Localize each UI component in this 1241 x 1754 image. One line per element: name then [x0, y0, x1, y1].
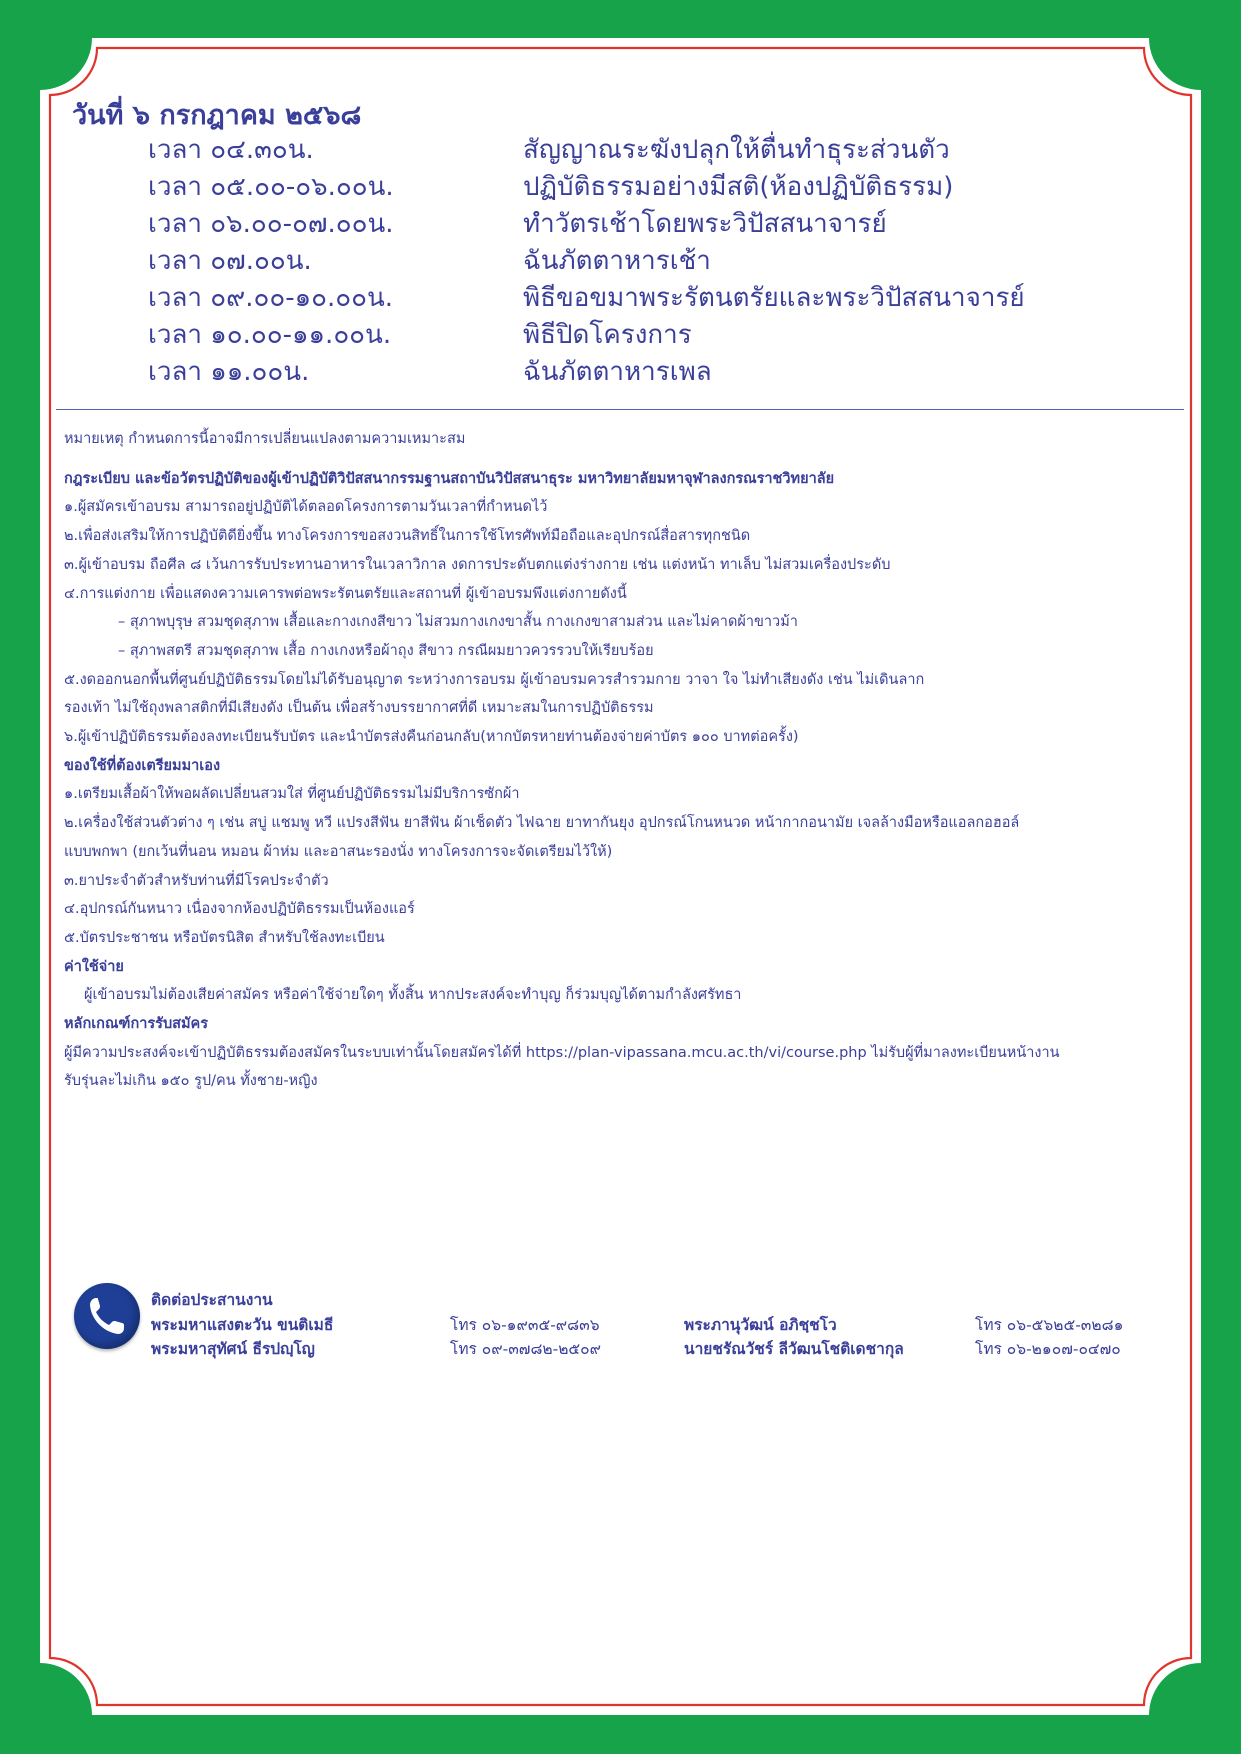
contact-row: [0, 1313, 1241, 1337]
schedule-row: [0, 280, 1241, 317]
remark-note: หมายเหตุ กำหนดการนี้อาจมีการเปลี่ยนแปลงตามความเหมาะสม: [64, 431, 466, 447]
rule-item: ๓.ผู้เข้าอบรม ถือศีล ๘ เว้นการรับประทานอาหารในเวลาวิกาล งดการประดับตกแต่งร่างกาย เช่น แต่งหน้า ทาเล็บ ไม่สวมเครื่องประดับ: [64, 556, 891, 573]
schedule-activity: พิธีขอขมาพระรัตนตรัยและพระวิปัสสนาจารย์: [523, 283, 1025, 313]
schedule-row: [0, 132, 1241, 169]
schedule-activity: ปฏิบัติธรรมอย่างมีสติ(ห้องปฏิบัติธรรม): [523, 172, 954, 202]
contact-phone: โทร ๐๙-๓๗๘๒-๒๕๐๙: [450, 1340, 601, 1358]
schedule-activity: สัญญาณระฆังปลุกให้ตื่นทำธุระส่วนตัว: [523, 135, 950, 165]
contact-name: พระภานุวัฒน์ อภิชฺชโว: [684, 1316, 837, 1334]
cost-heading: ค่าใช้จ่าย: [64, 958, 124, 975]
rules-section: [64, 425, 1174, 1096]
schedule-activity: พิธีปิดโครงการ: [523, 320, 692, 350]
page-title: วันที่ ๖ กรกฎาคม ๒๕๖๘: [72, 100, 362, 131]
rule-item: ๕.งดออกนอกพื้นที่ศูนย์ปฏิบัติธรรมโดยไม่ได้รับอนุญาต ระหว่างการอบรม ผู้เข้าอบรมควรสำรวมกาย วาจา ใจ ไม่ทำเสียงดัง เช่น ไม่เดินลาก: [64, 671, 925, 688]
schedule-list: [0, 132, 1241, 391]
schedule-row: [0, 243, 1241, 280]
schedule-row: [0, 317, 1241, 354]
contact-name: พระมหาสุทัศน์ ธีรปญฺโญ: [151, 1340, 315, 1358]
schedule-time: เวลา ๐๙.๐๐-๑๐.๐๐น.: [148, 283, 393, 313]
rule-item: ๖.ผู้เข้าปฏิบัติธรรมต้องลงทะเบียนรับบัตร และนำบัตรส่งคืนก่อนกลับ(หากบัตรหายท่านต้องจ่ายค่าบัตร ๑๐๐ บาทต่อครั้ง): [64, 729, 799, 746]
contact-phone: โทร ๐๖-๑๙๓๕-๙๘๓๖: [450, 1316, 600, 1334]
item-entry-continued: แบบพกพา (ยกเว้นที่นอน หมอน ผ้าห่ม และอาสนะรองนั่ง ทางโครงการจะจัดเตรียมไว้ให้): [64, 843, 613, 860]
schedule-time: เวลา ๑๑.๐๐น.: [148, 357, 310, 387]
apply-heading: หลักเกณฑ์การรับสมัคร: [64, 1016, 209, 1033]
item-entry: ๑.เตรียมเสื้อผ้าให้พอผลัดเปลี่ยนสวมใส่ ที่ศูนย์ปฏิบัติธรรมไม่มีบริการซักผ้า: [64, 786, 520, 803]
items-heading: ของใช้ที่ต้องเตรียมมาเอง: [64, 757, 221, 774]
apply-text: ผู้มีความประสงค์จะเข้าปฏิบัติธรรมต้องสมัครในระบบเท่านั้นโดยสมัครได้ที่ https://plan-vipassana.mcu.ac.th/vi/course.php ไม่รับผู้ที่มาลงทะเบียนหน้างาน: [64, 1044, 1060, 1061]
contact-phone: โทร ๐๖-๒๑๐๗-๐๔๗๐: [975, 1340, 1121, 1358]
rule-item-continued: รองเท้า ไม่ใช้ถุงพลาสติกที่มีเสียงดัง เป็นต้น เพื่อสร้างบรรยากาศที่ดี เหมาะสมในการปฏิบัติธรรม: [64, 700, 654, 717]
contact-list: [0, 1313, 1241, 1361]
schedule-time: เวลา ๐๔.๓๐น.: [148, 135, 314, 165]
dress-code-female: – สุภาพสตรี สวมชุดสุภาพ เสื้อ กางเกงหรือผ้าถุง สีขาว กรณีผมยาวควรรวบให้เรียบร้อย: [118, 642, 654, 659]
dress-code-male: – สุภาพบุรุษ สวมชุดสุภาพ เสื้อและกางเกงสีขาว ไม่สวมกางเกงขาสั้น กางเกงขาสามส่วน และไม่คาดผ้าขาวม้า: [118, 614, 798, 631]
schedule-row: [0, 169, 1241, 206]
item-entry: ๓.ยาประจำตัวสำหรับท่านที่มีโรคประจำตัว: [64, 872, 329, 889]
item-entry: ๒.เครื่องใช้ส่วนตัวต่าง ๆ เช่น สบู่ แชมพู หวี แปรงสีฟัน ยาสีฟัน ผ้าเช็ดตัว ไฟฉาย ยาทากันยุง อุปกรณ์โกนหนวด หน้ากากอนามัย เจลล้างมือหรือแอลกอฮอล์: [64, 815, 1020, 832]
contact-heading: ติดต่อประสานงาน: [151, 1291, 273, 1309]
contact-name: นายชรัณวัชร์ ลีวัฒนโชติเดชากุล: [684, 1340, 904, 1358]
cost-text: ผู้เข้าอบรมไม่ต้องเสียค่าสมัคร หรือค่าใช้จ่ายใดๆ ทั้งสิ้น หากประสงค์จะทำบุญ ก็ร่วมบุญได้ตามกำลังศรัทธา: [84, 987, 742, 1004]
rules-heading: กฎระเบียบ และข้อวัตรปฏิบัติของผู้เข้าปฏิบัติวิปัสสนากรรมฐานสถาบันวิปัสสนาธุระ มหาวิทยาลัยมหาจุฬาลงกรณราชวิทยาลัย: [64, 470, 835, 487]
rule-item: ๑.ผู้สมัครเข้าอบรม สามารถอยู่ปฏิบัติได้ตลอดโครงการตามวันเวลาที่กำหนดไว้: [64, 499, 548, 516]
schedule-time: เวลา ๐๗.๐๐น.: [148, 246, 312, 276]
schedule-row: [0, 354, 1241, 391]
schedule-activity: ฉันภัตตาหารเช้า: [523, 246, 711, 276]
item-entry: ๔.อุปกรณ์กันหนาว เนื่องจากห้องปฏิบัติธรรมเป็นห้องแอร์: [64, 901, 415, 918]
section-divider: [56, 409, 1184, 410]
schedule-time: เวลา ๐๖.๐๐-๐๗.๐๐น.: [148, 209, 394, 239]
apply-text-continued: รับรุ่นละไม่เกิน ๑๕๐ รูป/คน ทั้งชาย-หญิง: [64, 1073, 318, 1090]
schedule-row: [0, 206, 1241, 243]
schedule-activity: ทำวัตรเช้าโดยพระวิปัสสนาจารย์: [523, 209, 887, 239]
schedule-time: เวลา ๐๕.๐๐-๐๖.๐๐น.: [148, 172, 394, 202]
schedule-activity: ฉันภัตตาหารเพล: [523, 357, 712, 387]
contact-phone: โทร ๐๖-๕๖๒๕-๓๒๘๑: [975, 1316, 1124, 1334]
schedule-time: เวลา ๑๐.๐๐-๑๑.๐๐น.: [148, 320, 392, 350]
rule-item: ๔.การแต่งกาย เพื่อแสดงความเคารพต่อพระรัตนตรัยและสถานที่ ผู้เข้าอบรมพึงแต่งกายดังนี้: [64, 585, 627, 602]
item-entry: ๕.บัตรประชาชน หรือบัตรนิสิต สำหรับใช้ลงทะเบียน: [64, 929, 385, 946]
contact-name: พระมหาแสงตะวัน ขนติเมธี: [151, 1316, 334, 1334]
contact-row: [0, 1337, 1241, 1361]
rule-item: ๒.เพื่อส่งเสริมให้การปฏิบัติดียิ่งขึ้น ทางโครงการขอสงวนสิทธิ์ในการใช้โทรศัพท์มือถือและอุปกรณ์สื่อสารทุกชนิด: [64, 528, 751, 545]
